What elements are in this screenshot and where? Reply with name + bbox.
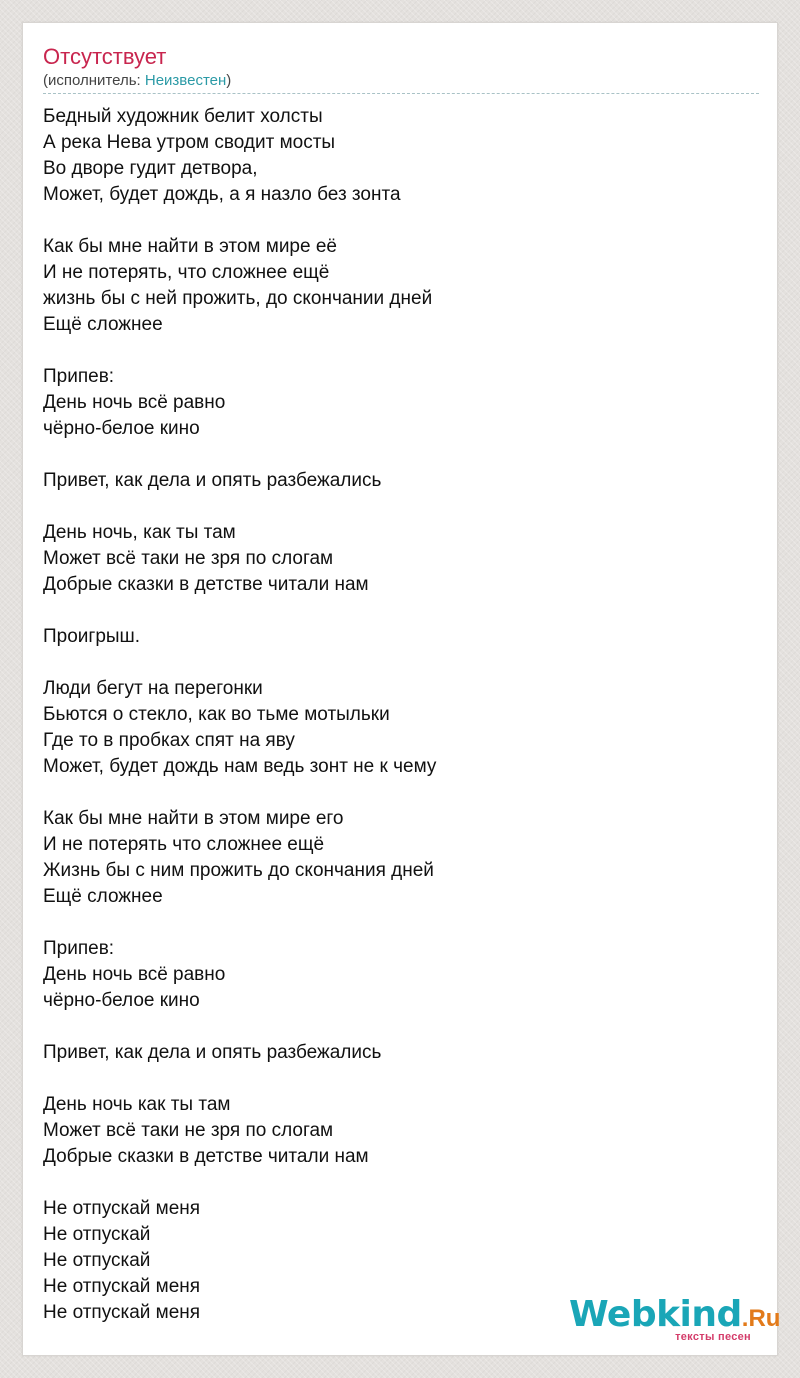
song-title: Отсутствует xyxy=(43,44,167,69)
lyric-line: День ночь всё равно xyxy=(43,392,226,413)
lyric-line: День ночь как ты там xyxy=(43,1094,231,1115)
lyric-line xyxy=(43,1170,759,1196)
lyric-line: Ещё сложнее xyxy=(43,314,163,335)
artist-suffix: ) xyxy=(226,72,232,89)
song-header xyxy=(43,43,759,94)
lyric-line xyxy=(43,442,759,468)
logo-wordmark: Webkind xyxy=(569,1294,742,1335)
lyric-line: чёрно-белое кино xyxy=(43,418,200,439)
lyric-line: Как бы мне найти в этом мире его xyxy=(43,808,344,829)
artist-link[interactable]: Неизвестен xyxy=(144,72,227,89)
lyric-line: Где то в пробках спят на яву xyxy=(43,730,295,751)
lyrics-text xyxy=(43,104,759,1326)
lyric-line: И не потерять что сложнее ещё xyxy=(43,834,325,855)
lyric-line: Привет, как дела и опять разбежались xyxy=(43,1042,382,1063)
lyric-line xyxy=(43,780,759,806)
lyric-line: Может всё таки не зря по слогам xyxy=(43,1120,334,1141)
lyric-line xyxy=(43,1066,759,1092)
lyric-line: Не отпускай меня xyxy=(43,1198,201,1219)
lyric-line xyxy=(43,598,759,624)
lyric-line: Не отпускай xyxy=(43,1250,151,1271)
lyric-line: Люди бегут на перегонки xyxy=(43,678,263,699)
lyric-line: Может, будет дождь, а я назло без зонта xyxy=(43,184,401,205)
lyric-line: Может, будет дождь нам ведь зонт не к чему xyxy=(43,756,437,777)
lyric-line: Не отпускай меня xyxy=(43,1302,201,1323)
lyric-line xyxy=(43,1014,759,1040)
lyric-line: Во дворе гудит детвора, xyxy=(43,158,258,179)
logo-tagline: тексты песен xyxy=(675,1331,751,1343)
lyric-line: чёрно-белое кино xyxy=(43,990,200,1011)
lyric-line: Бедный художник белит холсты xyxy=(43,106,323,127)
lyric-line xyxy=(43,650,759,676)
artist-line xyxy=(43,71,759,94)
lyric-line: Припев: xyxy=(43,366,115,387)
lyric-line: Привет, как дела и опять разбежались xyxy=(43,470,382,491)
lyric-line: Не отпускай xyxy=(43,1224,151,1245)
artist-prefix: (исполнитель: xyxy=(43,72,145,89)
lyric-line: Не отпускай меня xyxy=(43,1276,201,1297)
lyric-line: Добрые сказки в детстве читали нам xyxy=(43,1146,369,1167)
lyric-line: Ещё сложнее xyxy=(43,886,163,907)
lyric-line: Проигрыш. xyxy=(43,626,141,647)
logo-domain: .Ru xyxy=(741,1305,781,1332)
lyric-line: Жизнь бы с ним прожить до скончания дней xyxy=(43,860,434,881)
lyric-line: Может всё таки не зря по слогам xyxy=(43,548,334,569)
lyric-line xyxy=(43,338,759,364)
lyric-line xyxy=(43,910,759,936)
lyric-line xyxy=(43,494,759,520)
lyric-line: Бьются о стекло, как во тьме мотыльки xyxy=(43,704,390,725)
lyric-line: Добрые сказки в детстве читали нам xyxy=(43,574,369,595)
lyric-line: И не потерять, что сложнее ещё xyxy=(43,262,330,283)
lyrics-card xyxy=(22,22,781,1356)
webkind-logo[interactable] xyxy=(569,1294,781,1345)
lyric-line: Припев: xyxy=(43,938,115,959)
lyric-line: День ночь, как ты там xyxy=(43,522,236,543)
lyric-line: жизнь бы с ней прожить, до скончании дней xyxy=(43,288,433,309)
lyric-line: Как бы мне найти в этом мире её xyxy=(43,236,337,257)
lyric-line xyxy=(43,208,759,234)
lyric-line: День ночь всё равно xyxy=(43,964,226,985)
lyric-line: А река Нева утром сводит мосты xyxy=(43,132,336,153)
